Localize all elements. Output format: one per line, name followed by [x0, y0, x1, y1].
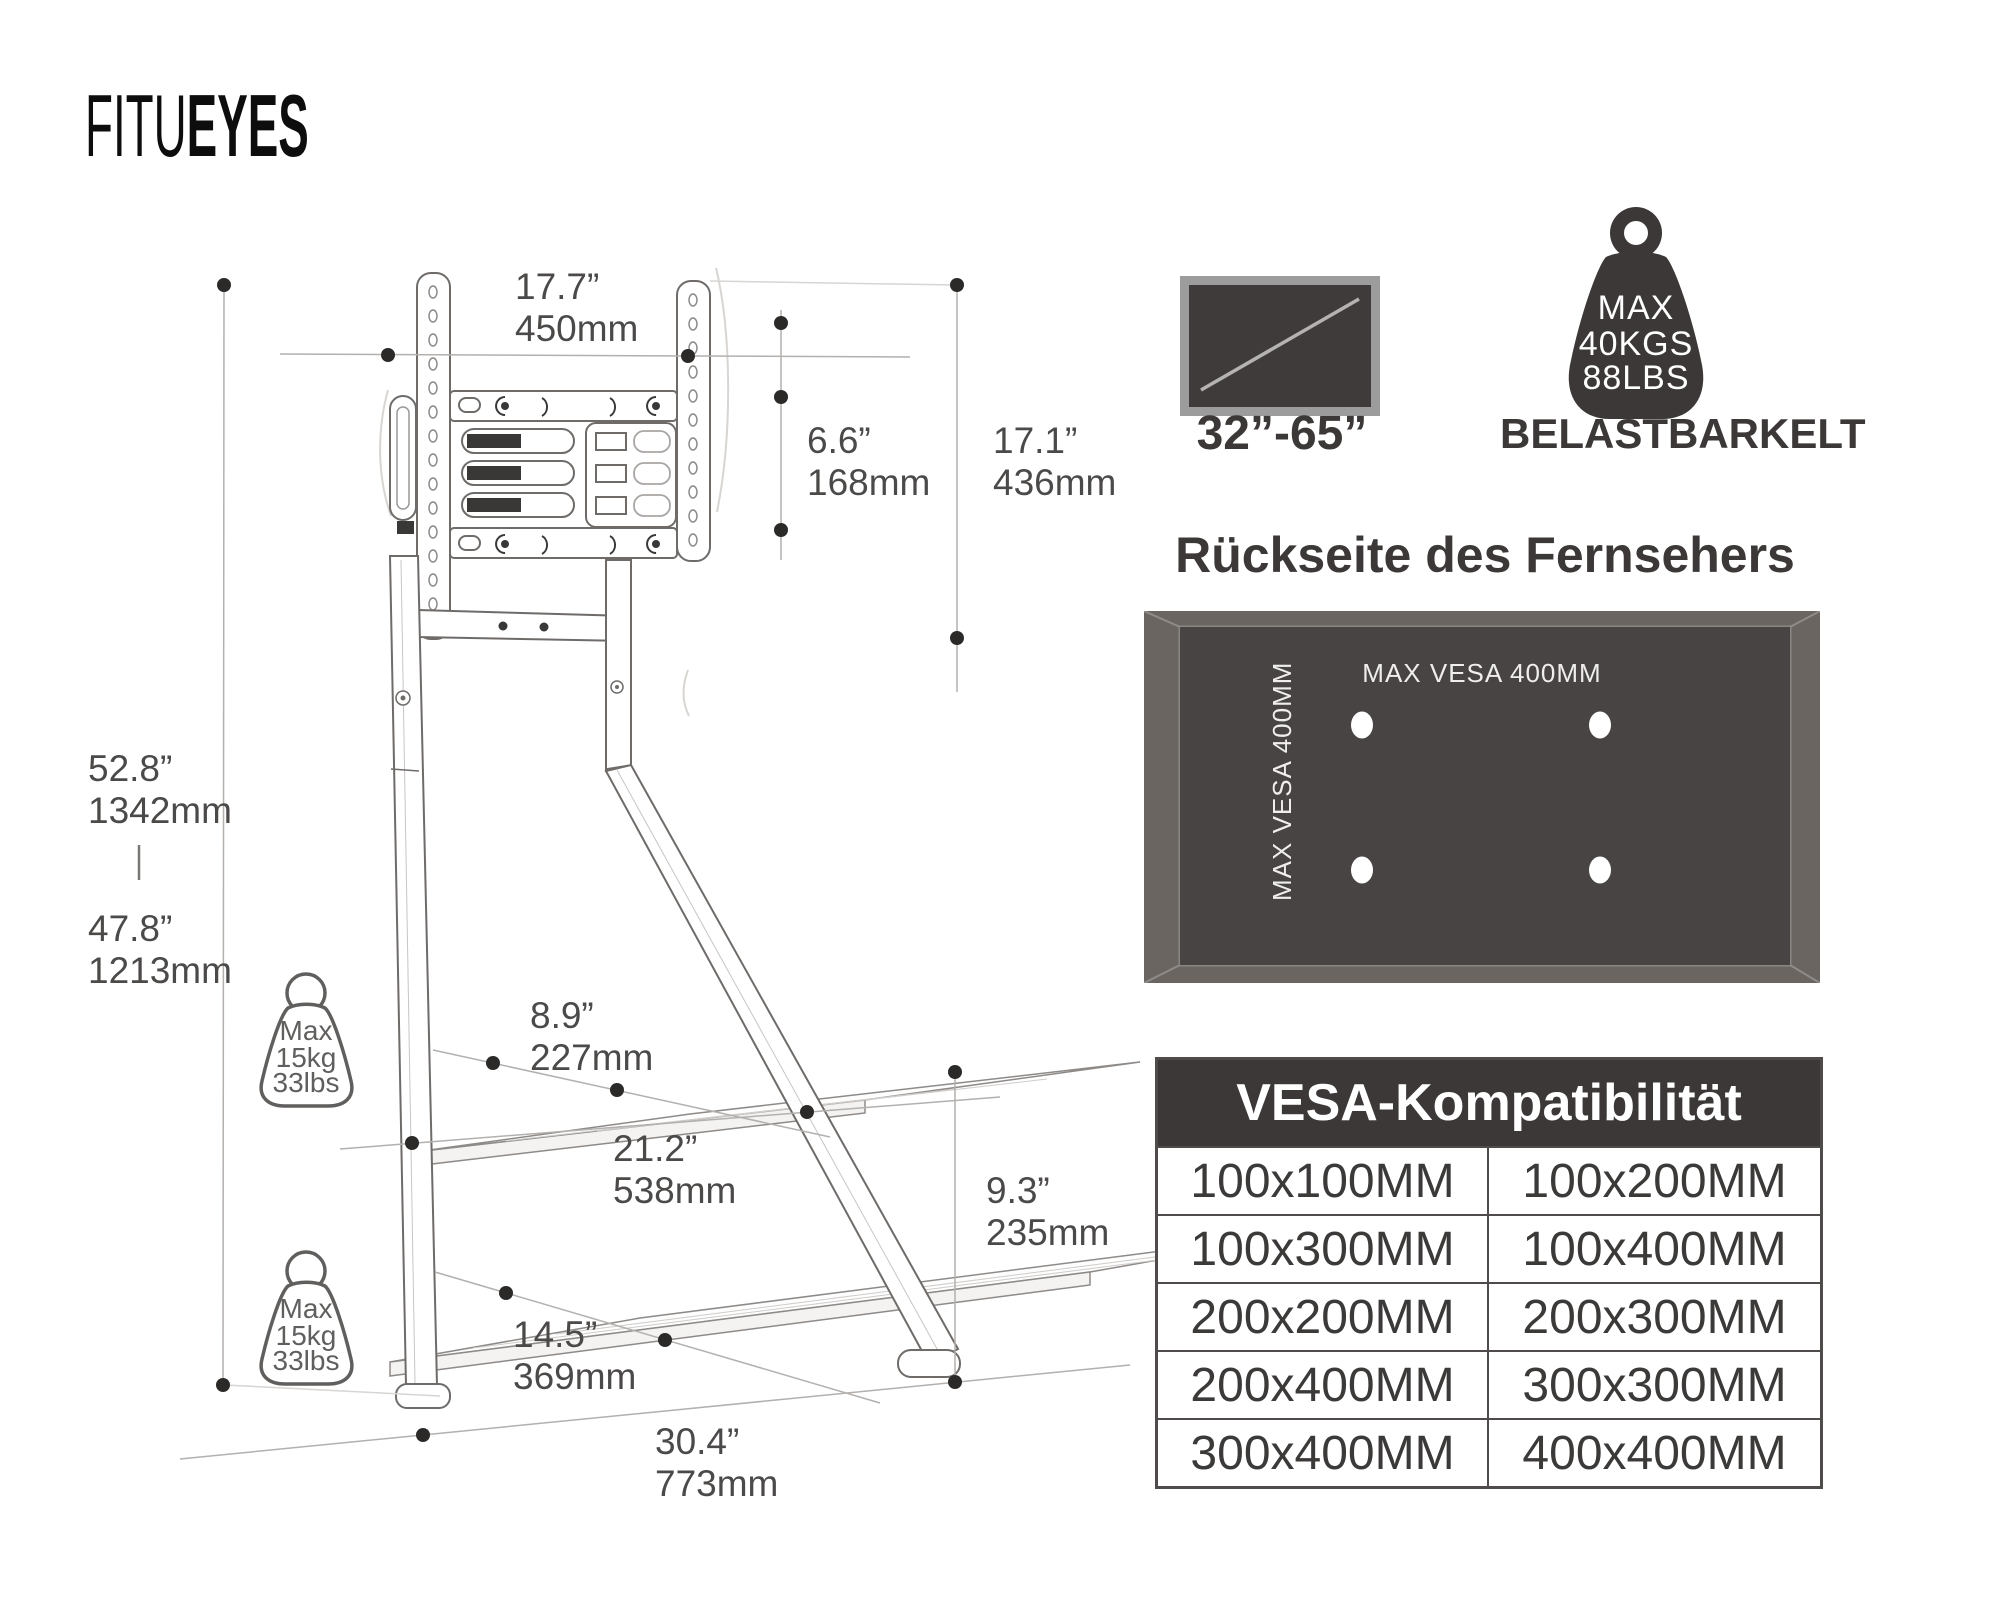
dim-inch: 6.6”	[807, 420, 871, 461]
vesa-vertical-label: MAX VESA 400MM	[1267, 661, 1297, 901]
dim-label-base-depth	[513, 1314, 636, 1398]
vesa-cell: 100x300MM	[1158, 1214, 1489, 1282]
vesa-cell: 100x100MM	[1158, 1146, 1489, 1214]
vesa-hole	[1589, 712, 1611, 739]
dim-label-height-max	[88, 748, 232, 832]
vesa-cell: 300x400MM	[1158, 1418, 1489, 1486]
vesa-cell: 100x400MM	[1489, 1214, 1820, 1282]
vesa-hole	[1351, 857, 1373, 884]
dim-inch: 17.1”	[993, 420, 1078, 461]
dim-inch: 14.5”	[513, 1314, 598, 1355]
dim-mm: 1342mm	[88, 790, 232, 831]
shelf-weight-icon	[261, 974, 352, 1106]
max-load-line2: 40KGS	[1578, 325, 1694, 363]
vesa-cell: 200x400MM	[1158, 1350, 1489, 1418]
vesa-hole	[1589, 857, 1611, 884]
vesa-cell: 100x200MM	[1489, 1146, 1820, 1214]
brand-logo-part2: EYES	[186, 76, 309, 175]
brand-logo	[85, 76, 309, 175]
dim-inch: 30.4”	[655, 1421, 740, 1462]
dim-inch: 8.9”	[530, 995, 594, 1036]
shelf-weight-max: Max	[279, 1015, 333, 1046]
dim-mm: 1213mm	[88, 950, 232, 991]
dim-mm: 369mm	[513, 1356, 637, 1397]
vesa-table-body	[1158, 1146, 1820, 1486]
dim-label-base-width	[655, 1421, 778, 1505]
dim-inch: 17.7”	[515, 266, 600, 307]
tv-size-icon	[1180, 276, 1380, 416]
bracket-slots	[467, 434, 521, 512]
dim-label-top-width	[515, 266, 638, 350]
dim-mm: 235mm	[986, 1212, 1110, 1253]
load-capacity-label: BELASTBARKELT	[1500, 410, 1866, 457]
back-panel-title: Rückseite des Fernsehers	[1175, 527, 1795, 583]
dim-mm: 227mm	[530, 1037, 654, 1078]
dim-label-bracket-height	[807, 420, 930, 504]
dim-mm: 450mm	[515, 308, 639, 349]
vesa-cell: 200x200MM	[1158, 1282, 1489, 1350]
max-load-weight-icon	[1540, 185, 1740, 435]
vesa-cell: 200x300MM	[1489, 1282, 1820, 1350]
vesa-horizontal-label: MAX VESA 400MM	[1362, 658, 1602, 688]
dim-label-base-height	[986, 1170, 1109, 1254]
tilt-arm	[390, 396, 416, 534]
dim-inch: 21.2”	[613, 1128, 698, 1169]
dim-label-shelf-width	[613, 1128, 736, 1212]
brand-logo-part1: FITU	[85, 76, 187, 175]
dim-inch: 52.8”	[88, 748, 173, 789]
dim-label-height-min	[88, 908, 232, 992]
dim-label-mount-height	[993, 420, 1116, 504]
dim-inch: 9.3”	[986, 1170, 1050, 1211]
dim-mm: 436mm	[993, 462, 1117, 503]
dim-mm: 538mm	[613, 1170, 737, 1211]
tv-screen	[1189, 285, 1371, 407]
shelf-weight-lbs: 33lbs	[272, 1067, 340, 1098]
tv-size-range: 32”-65”	[1196, 407, 1368, 460]
vesa-compatibility-table	[1155, 1057, 1823, 1489]
vesa-cell: 300x300MM	[1489, 1350, 1820, 1418]
stand-legs	[390, 556, 960, 1408]
shelf-weight-max: Max	[279, 1293, 333, 1324]
dim-mm: 168mm	[807, 462, 931, 503]
center-column	[606, 560, 631, 771]
shelf-weight-icon	[261, 1252, 352, 1384]
max-load-line3: 88LBS	[1582, 359, 1690, 397]
vesa-cell: 400x400MM	[1489, 1418, 1820, 1486]
dim-inch: 47.8”	[88, 908, 173, 949]
crossbar	[418, 610, 628, 641]
shelf-weight-lbs: 33lbs	[272, 1345, 340, 1376]
tv-back-panel	[1144, 611, 1820, 983]
vesa-hole	[1351, 712, 1373, 739]
vesa-table-title: VESA-Kompatibilität	[1158, 1060, 1820, 1146]
dim-label-shelf-depth	[530, 995, 653, 1079]
dim-mm: 773mm	[655, 1463, 779, 1504]
shelf-weight-kg: 15kg	[275, 1320, 337, 1351]
max-load-line1: MAX	[1597, 289, 1675, 327]
shelf-weight-kg: 15kg	[275, 1042, 337, 1073]
tv-diagonal-icon	[1189, 285, 1371, 407]
